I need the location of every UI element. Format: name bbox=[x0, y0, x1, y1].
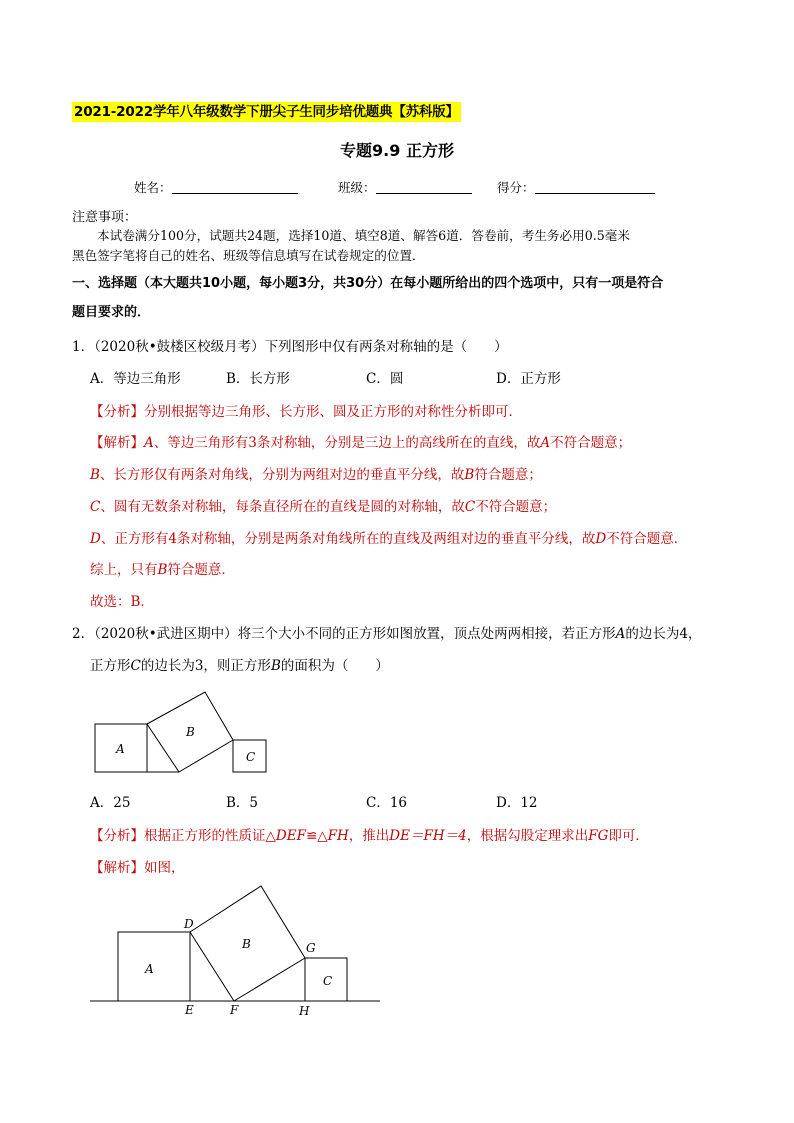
q1-sol-a-letter: A bbox=[144, 435, 154, 451]
name-field bbox=[134, 178, 298, 196]
q2-option-b[interactable]: B．5 bbox=[226, 795, 259, 811]
q1-solution-a bbox=[90, 431, 631, 451]
name-blank[interactable] bbox=[172, 181, 298, 194]
q1-sol-b-letter2: B bbox=[464, 467, 475, 483]
class-label: 班级： bbox=[338, 180, 376, 195]
q2-stem-letter-c: C bbox=[130, 658, 141, 674]
label-a: A bbox=[145, 962, 154, 976]
label-b: B bbox=[186, 725, 195, 739]
q1-sol-c-letter2: C bbox=[464, 499, 476, 515]
label-d: D bbox=[184, 917, 194, 931]
q1-solution-c bbox=[90, 495, 556, 515]
q2-analysis bbox=[90, 824, 649, 844]
q1-solution-d bbox=[90, 527, 687, 547]
q1-option-c[interactable]: C．圆 bbox=[366, 371, 404, 387]
q2-stem-letter-b: B bbox=[270, 658, 281, 674]
name-label: 姓名： bbox=[134, 180, 172, 195]
section-heading-line-2: 题目要求的． bbox=[72, 305, 151, 320]
q2-solution-tag: 【解析】 bbox=[90, 860, 144, 876]
label-e: E bbox=[185, 1003, 194, 1017]
q1-option-b[interactable]: B．长方形 bbox=[226, 371, 290, 387]
square-a bbox=[118, 932, 190, 1001]
notice-line-2: 黑色签字笔将自己的姓名、班级等信息填写在试卷规定的位置． bbox=[72, 248, 425, 263]
q1-sol-c-text: 、圆有无数条对称轴，每条直径所在的直线是圆的对称轴，故 bbox=[100, 499, 465, 515]
q1-sol-c-letter: C bbox=[90, 499, 101, 515]
q2-analysis-eq: DE＝FH＝4 bbox=[389, 828, 467, 844]
q2-analysis-text3: ，推出 bbox=[348, 828, 390, 844]
q1-stem: 1．（2020秋•鼓楼区校级月考）下列图形中仅有两条对称轴的是（ ） bbox=[72, 339, 508, 355]
q2-figure bbox=[90, 690, 280, 780]
q1-analysis-tag: 【分析】 bbox=[90, 404, 144, 420]
label-g: G bbox=[306, 941, 316, 955]
q1-summary-letter: B bbox=[157, 562, 168, 578]
q1-sol-d-text2: 不符合题意． bbox=[606, 531, 688, 547]
q2-stem-line-1 bbox=[72, 622, 702, 642]
notice-label: 注意事项： bbox=[72, 210, 138, 225]
q2-stem-line-2 bbox=[90, 654, 389, 674]
q1-sol-d-letter: D bbox=[90, 531, 101, 547]
q2-solution-text: 如图， bbox=[144, 860, 185, 876]
q2-stem-text2: 的边长为4， bbox=[625, 626, 702, 642]
label-h: H bbox=[299, 1004, 310, 1018]
q2-option-a[interactable]: A．25 bbox=[90, 795, 131, 811]
label-a: A bbox=[116, 742, 125, 756]
q1-summary-text: 综上，只有 bbox=[90, 562, 158, 578]
q1-option-d[interactable]: D．正方形 bbox=[496, 371, 561, 387]
q1-answer: 故选：B． bbox=[90, 594, 154, 610]
q2-analysis-tag: 【分析】 bbox=[90, 828, 144, 844]
q2-stem-text3: 正方形 bbox=[90, 658, 131, 674]
q2-stem-text: 2．（2020秋•武进区期中）将三个大小不同的正方形如图放置，顶点处两两相接，若正方形 bbox=[72, 626, 616, 642]
q1-sol-b-letter: B bbox=[90, 467, 100, 483]
q2-analysis-text2: ≌△ bbox=[305, 828, 328, 844]
label-b: B bbox=[242, 937, 251, 951]
q2-stem-text4: 的边长为3，则正方形 bbox=[140, 658, 271, 674]
class-field bbox=[338, 178, 472, 196]
q1-solution-b bbox=[90, 463, 542, 483]
q2-analysis-fg: FG bbox=[588, 828, 609, 844]
q1-option-a[interactable]: A．等边三角形 bbox=[90, 371, 181, 387]
q1-analysis-text: 分别根据等边三角形、长方形、圆及正方形的对称性分析即可． bbox=[144, 404, 522, 420]
score-label: 得分： bbox=[497, 180, 535, 195]
q1-sol-b-text2: 符合题意； bbox=[474, 467, 542, 483]
q2-option-c[interactable]: C．16 bbox=[366, 795, 408, 811]
q1-sol-a-text2: 不符合题意； bbox=[550, 435, 632, 451]
q1-summary-text2: 符合题意． bbox=[167, 562, 235, 578]
q1-analysis bbox=[90, 400, 522, 420]
q1-sol-b-text: 、长方形仅有两条对角线，分别为两组对边的垂直平分线，故 bbox=[99, 467, 465, 483]
class-blank[interactable] bbox=[376, 181, 472, 194]
page-title: 专题9.9 正方形 bbox=[340, 141, 454, 160]
score-field bbox=[497, 178, 655, 196]
q1-sol-d-text: 、正方形有4条对称轴，分别是两条对角线所在的直线及两组对边的垂直平分线，故 bbox=[100, 531, 596, 547]
label-f: F bbox=[230, 1003, 239, 1017]
q2-analysis-def: DEF bbox=[275, 828, 306, 844]
q2-analysis-text4: ，根据勾股定理求出 bbox=[466, 828, 589, 844]
q1-solution-tag: 【解析】 bbox=[90, 435, 144, 451]
q2-solution-figure bbox=[88, 880, 388, 1020]
q2-analysis-text: 根据正方形的性质证△ bbox=[144, 828, 276, 844]
q1-sol-a-text: 、等边三角形有3条对称轴，分别是三边上的高线所在的直线，故 bbox=[153, 435, 541, 451]
label-c: C bbox=[246, 750, 256, 764]
q1-sol-a-letter2: A bbox=[540, 435, 551, 451]
q2-stem-letter-a: A bbox=[615, 626, 626, 642]
q2-option-d[interactable]: D．12 bbox=[496, 795, 538, 811]
q2-analysis-fh: FH bbox=[327, 828, 349, 844]
q2-analysis-text5: 即可． bbox=[608, 828, 649, 844]
header-banner: 2021-2022学年八年级数学下册尖子生同步培优题典【苏科版】 bbox=[74, 104, 459, 120]
q1-sol-d-letter2: D bbox=[595, 531, 607, 547]
notice-line-1: 本试卷满分100分，试题共24题，选择10道、填空8道、解答6道．答卷前，考生务必用0.5毫米 bbox=[97, 228, 630, 243]
q2-stem-text5: 的面积为（ ） bbox=[280, 658, 389, 674]
section-heading-line-1: 一、选择题（本大题共10小题，每小题3分，共30分）在每小题所给出的四个选项中，只有一项是符合 bbox=[72, 276, 664, 291]
q1-summary bbox=[90, 558, 235, 578]
score-blank[interactable] bbox=[535, 181, 655, 194]
q2-solution bbox=[90, 856, 185, 876]
label-c: C bbox=[323, 974, 333, 988]
q1-sol-c-text2: 不符合题意； bbox=[475, 499, 557, 515]
